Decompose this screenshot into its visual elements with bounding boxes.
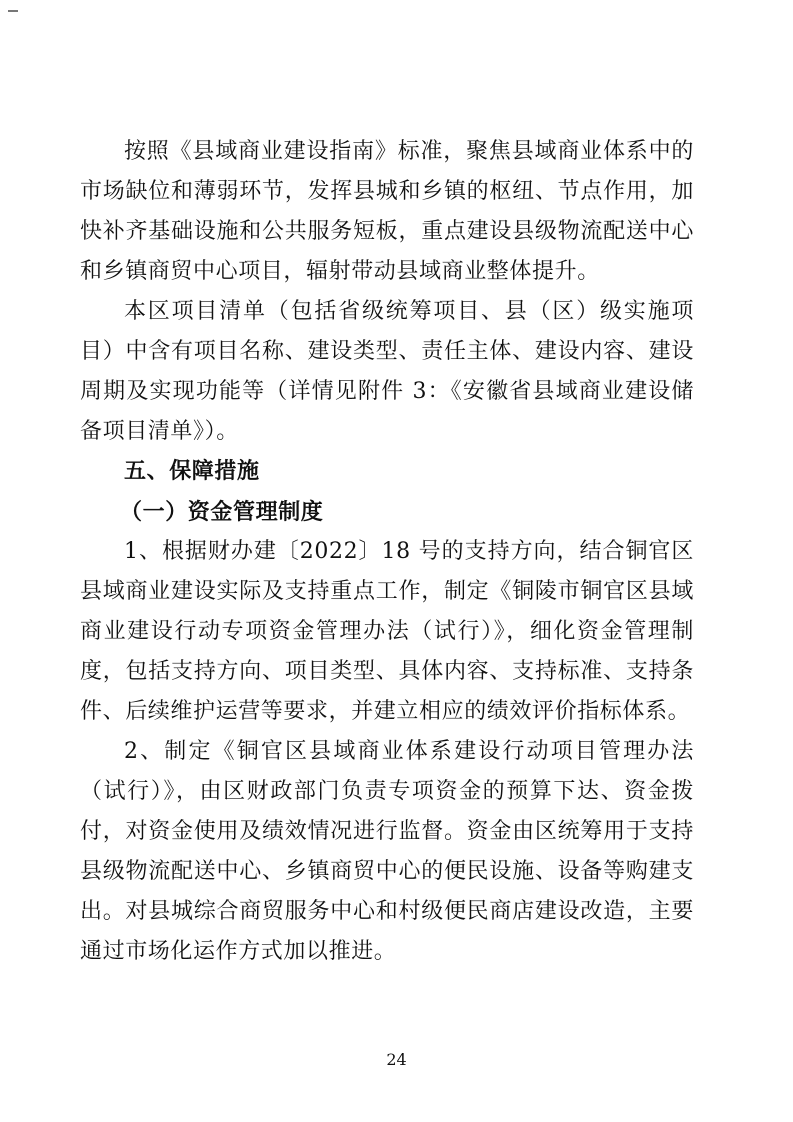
page-number: 24 (386, 1050, 407, 1069)
body-text (80, 132, 694, 972)
paragraph-4: 2、制定《铜官区县域商业体系建设行动项目管理办法（试行）》，由区财政部门负责专项资金的预算下达、资金拨付，对资金使用及绩效情况进行监督。资金由区统筹用于支持县级物流配送中心、乡镇商贸中心的便民设施、设备等购建支出。对县城综合商贸服务中心和村级便民商店建设改造，主要通过市场化运作方式加以推进。 (80, 739, 694, 964)
paragraph-1: 按照《县域商业建设指南》标准，聚焦县域商业体系中的市场缺位和薄弱环节，发挥县城和乡镇的枢纽、节点作用，加快补齐基础设施和公共服务短板，重点建设县级物流配送中心和乡镇商贸中心项目，辐射带动县域商业整体提升。 (80, 139, 694, 284)
paragraph-3: 1、根据财办建〔2022〕18 号的支持方向，结合铜官区县域商业建设实际及支持重点工作，制定《铜陵市铜官区县域商业建设行动专项资金管理办法（试行）》，细化资金管理制度，包括支持方向、项目类型、具体内容、支持标准、支持条件、后续维护运营等要求，并建立相应的绩效评价指标体系。 (80, 539, 694, 724)
scan-corner-mark (8, 10, 18, 12)
section-heading-5: 五、保障措施 (124, 459, 260, 484)
paragraph-2: 本区项目清单（包括省级统筹项目、县（区）级实施项目）中含有项目名称、建设类型、责任主体、建设内容、建设周期及实现功能等（详情见附件 3：《安徽省县域商业建设储备项目清单》）。 (80, 299, 694, 444)
subsection-heading-1: （一）资金管理制度 (120, 499, 324, 525)
